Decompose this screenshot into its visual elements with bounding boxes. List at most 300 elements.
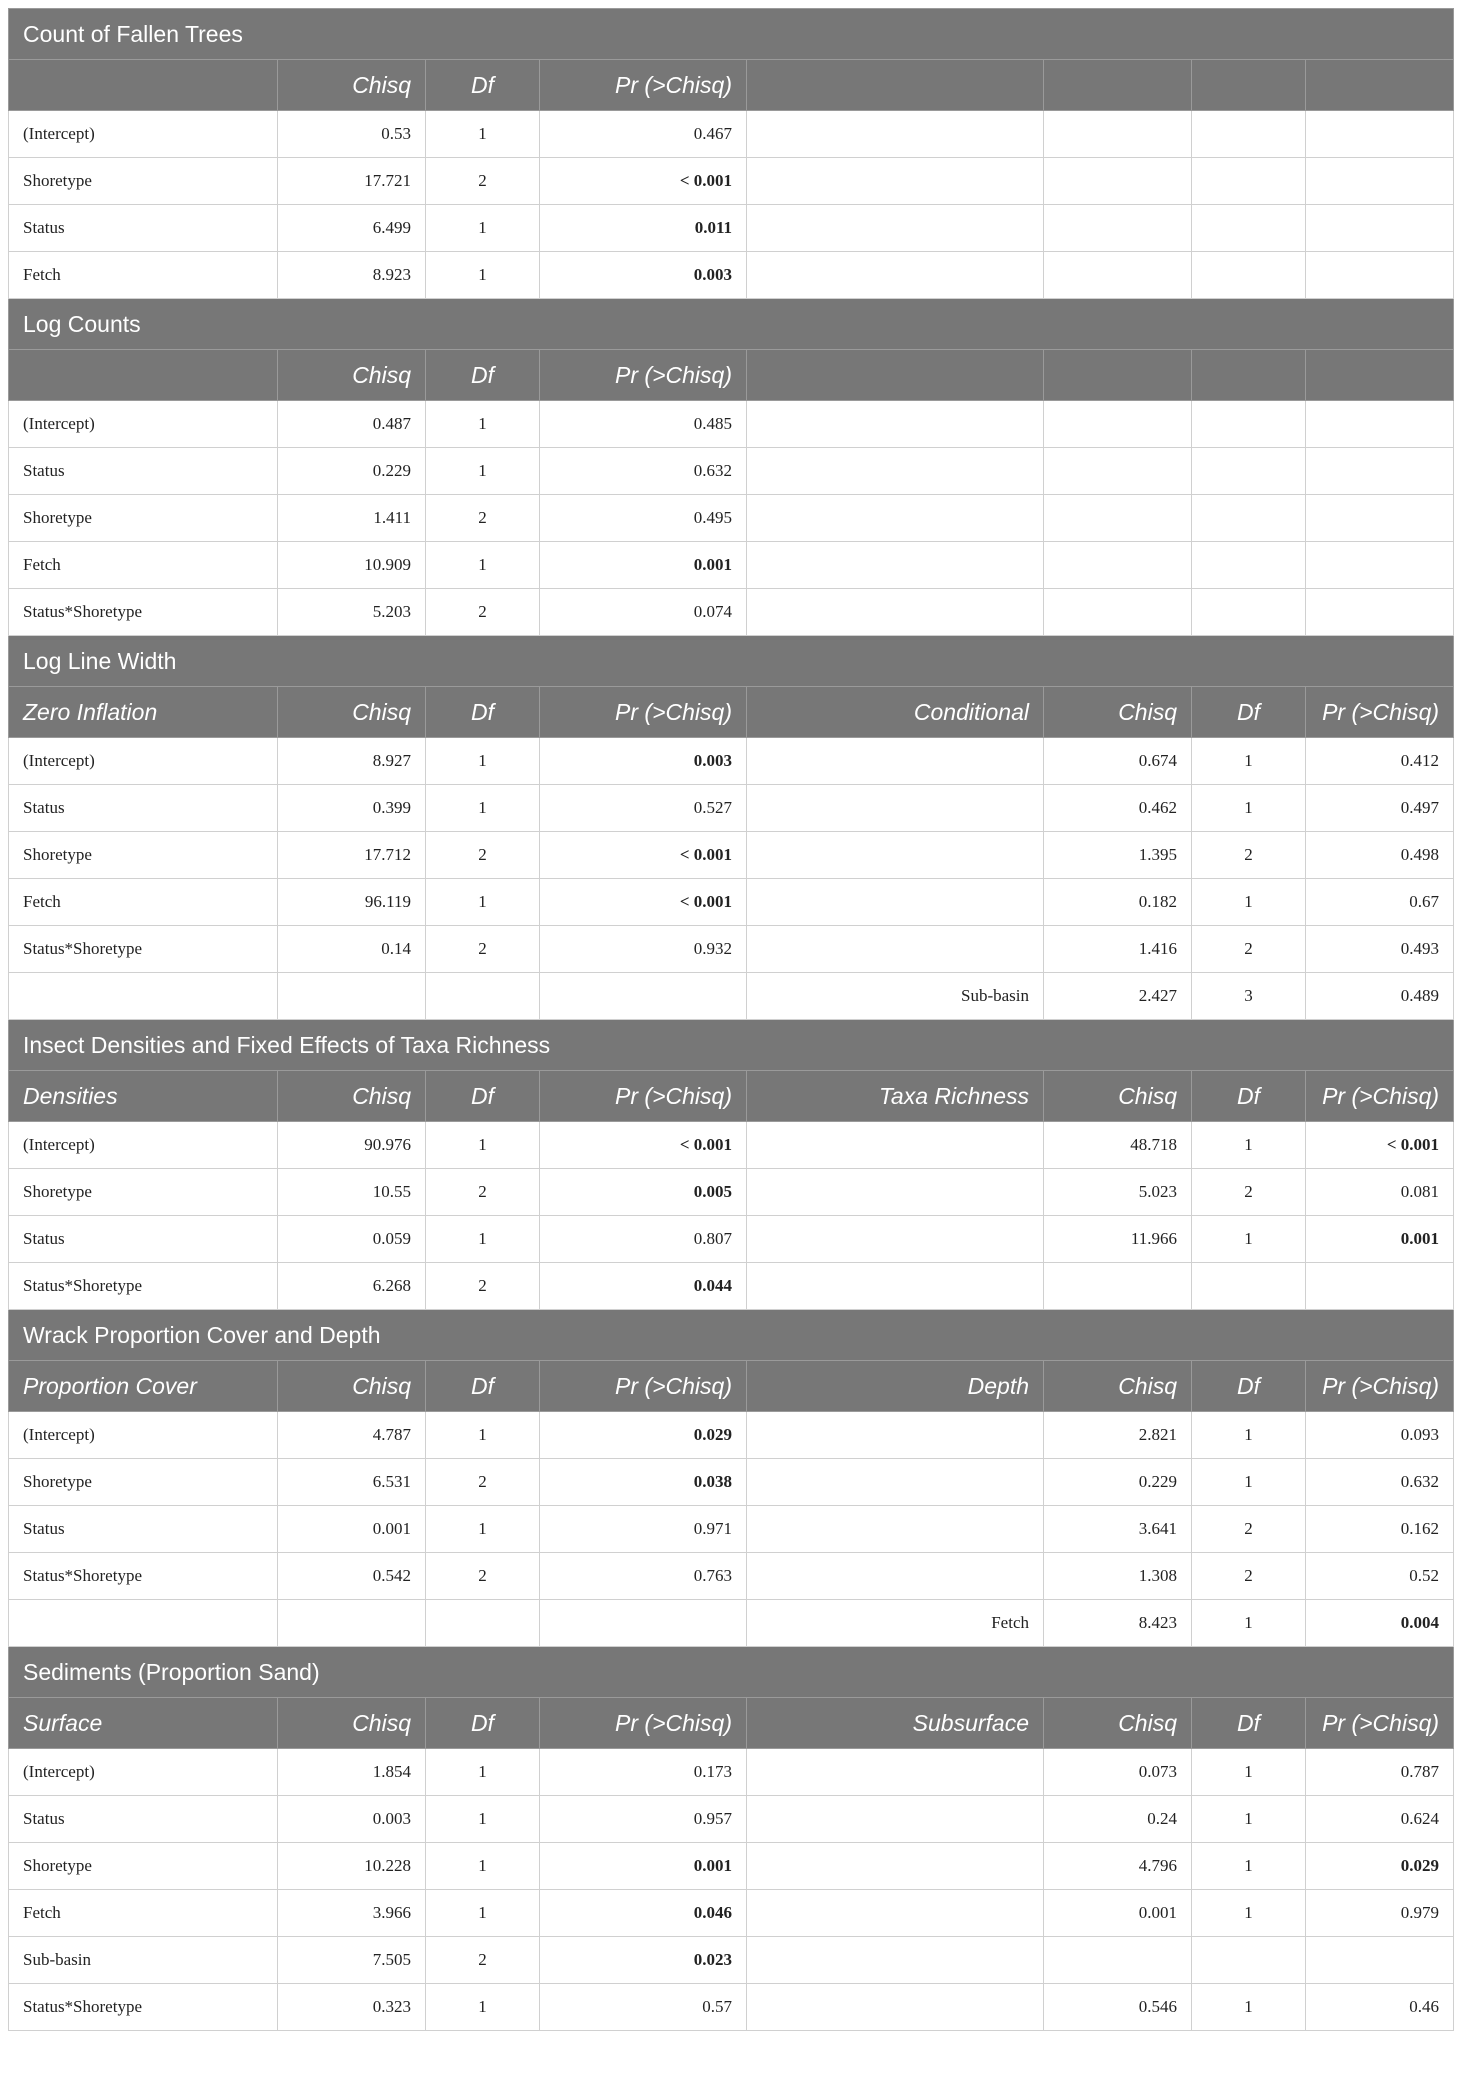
table-cell: 0.14 (278, 926, 426, 973)
column-header: Df (426, 1698, 540, 1749)
table-cell: 0.038 (540, 1459, 747, 1506)
table-cell: Status (9, 785, 278, 832)
table-cell (1044, 111, 1192, 158)
column-header: Pr (>Chisq) (1306, 1361, 1454, 1412)
table-cell: 2 (1192, 926, 1306, 973)
table-row (9, 1506, 1454, 1553)
table-cell: 5.203 (278, 589, 426, 636)
table-cell: 1 (426, 205, 540, 252)
table-cell: 0.229 (1044, 1459, 1192, 1506)
table-cell: < 0.001 (540, 879, 747, 926)
table-cell: Status*Shoretype (9, 1553, 278, 1600)
table-cell: Shoretype (9, 1169, 278, 1216)
table-cell (1192, 111, 1306, 158)
table-cell: 6.499 (278, 205, 426, 252)
column-header: Df (426, 1361, 540, 1412)
table-row (9, 1263, 1454, 1310)
table-cell: (Intercept) (9, 1122, 278, 1169)
table-cell: 1 (426, 1122, 540, 1169)
column-header: Pr (>Chisq) (1306, 1698, 1454, 1749)
table-row (9, 1843, 1454, 1890)
table-cell: 4.796 (1044, 1843, 1192, 1890)
table-cell: 2.427 (1044, 973, 1192, 1020)
table-cell: Sub-basin (747, 973, 1044, 1020)
table-row (9, 542, 1454, 589)
table-cell: 0.093 (1306, 1412, 1454, 1459)
table-cell: 0.462 (1044, 785, 1192, 832)
table-cell: 8.923 (278, 252, 426, 299)
table-cell: 1 (1192, 1459, 1306, 1506)
table-cell: 1.395 (1044, 832, 1192, 879)
column-header: Chisq (1044, 687, 1192, 738)
table-cell: 0.323 (278, 1984, 426, 2031)
table-cell: 1 (1192, 1796, 1306, 1843)
column-header: Pr (>Chisq) (540, 1071, 747, 1122)
table-cell: 1 (426, 1412, 540, 1459)
column-header (1192, 350, 1306, 401)
column-header (747, 60, 1044, 111)
column-header: Df (426, 687, 540, 738)
table-cell (1192, 1937, 1306, 1984)
table-cell: (Intercept) (9, 738, 278, 785)
table-row (9, 832, 1454, 879)
table-cell (426, 1600, 540, 1647)
table-cell: Shoretype (9, 832, 278, 879)
table-cell (1192, 158, 1306, 205)
table-cell: 1 (426, 1843, 540, 1890)
table-cell: 6.531 (278, 1459, 426, 1506)
table-cell: Fetch (9, 879, 278, 926)
table-cell: 0.023 (540, 1937, 747, 1984)
table-cell: 0.399 (278, 785, 426, 832)
table-row (9, 973, 1454, 1020)
table-cell (426, 973, 540, 1020)
table-cell: 0.162 (1306, 1506, 1454, 1553)
table-cell (1306, 111, 1454, 158)
table-row (9, 111, 1454, 158)
table-cell: 2 (426, 158, 540, 205)
table-cell: (Intercept) (9, 401, 278, 448)
table-cell: 0.546 (1044, 1984, 1192, 2031)
column-header-row (9, 1071, 1454, 1122)
column-header: Densities (9, 1071, 278, 1122)
table-cell: 1 (426, 401, 540, 448)
table-cell: 1 (1192, 1412, 1306, 1459)
table-row (9, 926, 1454, 973)
table-row (9, 1890, 1454, 1937)
table-cell: 0.003 (540, 252, 747, 299)
table-cell: 0.971 (540, 1506, 747, 1553)
table-cell (1192, 205, 1306, 252)
table-cell: Status (9, 1216, 278, 1263)
column-header: Pr (>Chisq) (540, 1698, 747, 1749)
table-cell: 2 (426, 1263, 540, 1310)
column-header-row (9, 350, 1454, 401)
table-cell: 0.001 (1044, 1890, 1192, 1937)
table-cell: 2 (426, 1169, 540, 1216)
table-cell: 0.173 (540, 1749, 747, 1796)
table-cell: Shoretype (9, 1459, 278, 1506)
table-cell: 1 (1192, 1984, 1306, 2031)
table-cell: 1 (426, 1216, 540, 1263)
table-cell: (Intercept) (9, 1749, 278, 1796)
table-cell: 1 (1192, 879, 1306, 926)
table-cell: 0.412 (1306, 738, 1454, 785)
table-cell: < 0.001 (1306, 1122, 1454, 1169)
column-header-row (9, 60, 1454, 111)
column-header: Pr (>Chisq) (540, 1361, 747, 1412)
table-cell: 2 (1192, 1553, 1306, 1600)
column-header: Conditional (747, 687, 1044, 738)
column-header: Df (1192, 687, 1306, 738)
table-cell (1044, 205, 1192, 252)
table-cell (747, 1749, 1044, 1796)
column-header: Pr (>Chisq) (1306, 1071, 1454, 1122)
table-cell (747, 111, 1044, 158)
table-cell: 0.229 (278, 448, 426, 495)
table-cell: 0.632 (1306, 1459, 1454, 1506)
table-cell (1306, 495, 1454, 542)
section-title-row (9, 1310, 1454, 1361)
table-cell: Fetch (9, 252, 278, 299)
table-cell (747, 926, 1044, 973)
table-cell: Shoretype (9, 158, 278, 205)
column-header: Df (1192, 1071, 1306, 1122)
table-cell: 1 (1192, 738, 1306, 785)
column-header: Chisq (278, 1698, 426, 1749)
column-header: Proportion Cover (9, 1361, 278, 1412)
table-cell (1306, 589, 1454, 636)
column-header: Chisq (278, 1071, 426, 1122)
table-cell (9, 973, 278, 1020)
table-row (9, 738, 1454, 785)
section-title-row (9, 299, 1454, 350)
column-header: Df (1192, 1361, 1306, 1412)
table-cell: 1.411 (278, 495, 426, 542)
table-cell: 1 (426, 111, 540, 158)
column-header: Chisq (1044, 1071, 1192, 1122)
table-cell: 0.632 (540, 448, 747, 495)
column-header: Chisq (1044, 1361, 1192, 1412)
table-cell: 0.003 (540, 738, 747, 785)
table-cell: 0.489 (1306, 973, 1454, 1020)
table-row (9, 205, 1454, 252)
table-row (9, 1796, 1454, 1843)
table-cell (747, 542, 1044, 589)
table-cell: 0.957 (540, 1796, 747, 1843)
table-cell: 2 (426, 1459, 540, 1506)
column-header: Pr (>Chisq) (1306, 687, 1454, 738)
table-row (9, 1749, 1454, 1796)
column-header (1306, 350, 1454, 401)
table-cell (747, 401, 1044, 448)
table-cell (540, 973, 747, 1020)
results-table-container (8, 8, 1453, 2031)
table-cell: 2 (426, 1937, 540, 1984)
table-cell (9, 1600, 278, 1647)
table-cell (1044, 448, 1192, 495)
table-cell: 1 (426, 1890, 540, 1937)
table-cell (747, 252, 1044, 299)
table-cell: Fetch (9, 1890, 278, 1937)
table-cell: 8.927 (278, 738, 426, 785)
table-cell: 0.932 (540, 926, 747, 973)
table-cell: 0.074 (540, 589, 747, 636)
table-cell: 1 (1192, 1843, 1306, 1890)
table-cell (747, 1843, 1044, 1890)
column-header: Zero Inflation (9, 687, 278, 738)
table-row (9, 252, 1454, 299)
table-cell (1306, 1263, 1454, 1310)
table-cell: 1.854 (278, 1749, 426, 1796)
table-cell (747, 589, 1044, 636)
table-cell: 0.498 (1306, 832, 1454, 879)
table-cell: 0.005 (540, 1169, 747, 1216)
table-cell (747, 1459, 1044, 1506)
column-header (9, 350, 278, 401)
table-cell: 0.46 (1306, 1984, 1454, 2031)
table-cell: 0.624 (1306, 1796, 1454, 1843)
column-header (1044, 60, 1192, 111)
column-header: Surface (9, 1698, 278, 1749)
table-cell: (Intercept) (9, 1412, 278, 1459)
table-cell: Shoretype (9, 495, 278, 542)
table-cell (747, 738, 1044, 785)
table-cell: 1 (426, 879, 540, 926)
table-cell (1044, 495, 1192, 542)
table-cell: Fetch (9, 542, 278, 589)
table-cell (1044, 1937, 1192, 1984)
column-header: Df (426, 350, 540, 401)
table-body (9, 9, 1454, 2031)
table-cell: 0.979 (1306, 1890, 1454, 1937)
column-header: Taxa Richness (747, 1071, 1044, 1122)
table-cell: 48.718 (1044, 1122, 1192, 1169)
table-cell: 1 (426, 1506, 540, 1553)
column-header: Pr (>Chisq) (540, 687, 747, 738)
table-cell: Status*Shoretype (9, 1984, 278, 2031)
table-cell: 10.228 (278, 1843, 426, 1890)
section-title-row (9, 1647, 1454, 1698)
table-cell: 1 (1192, 1749, 1306, 1796)
table-cell: 8.423 (1044, 1600, 1192, 1647)
table-cell (747, 205, 1044, 252)
table-cell: 0.52 (1306, 1553, 1454, 1600)
section-title-row (9, 1020, 1454, 1071)
table-cell: Shoretype (9, 1843, 278, 1890)
section-title-row (9, 636, 1454, 687)
table-cell (1044, 401, 1192, 448)
table-cell: 0.53 (278, 111, 426, 158)
table-row (9, 589, 1454, 636)
table-row (9, 401, 1454, 448)
table-cell: 10.55 (278, 1169, 426, 1216)
table-cell: 3.641 (1044, 1506, 1192, 1553)
table-cell: 1 (426, 252, 540, 299)
table-cell: 2 (1192, 1169, 1306, 1216)
table-cell: 96.119 (278, 879, 426, 926)
table-cell: 0.001 (1306, 1216, 1454, 1263)
table-cell: 2 (426, 832, 540, 879)
table-cell: 0.029 (540, 1412, 747, 1459)
table-cell (1044, 1263, 1192, 1310)
table-cell: 1 (426, 738, 540, 785)
table-cell: 0.24 (1044, 1796, 1192, 1843)
column-header-row (9, 1361, 1454, 1412)
table-cell: Status (9, 205, 278, 252)
table-cell: 1 (1192, 785, 1306, 832)
table-cell: < 0.001 (540, 832, 747, 879)
section-title: Sediments (Proportion Sand) (9, 1647, 1454, 1698)
table-cell (1044, 158, 1192, 205)
table-cell (1192, 589, 1306, 636)
table-cell (1192, 401, 1306, 448)
column-header-row (9, 1698, 1454, 1749)
section-title-row (9, 9, 1454, 60)
table-cell (747, 1412, 1044, 1459)
column-header: Chisq (278, 1361, 426, 1412)
column-header: Subsurface (747, 1698, 1044, 1749)
column-header (1306, 60, 1454, 111)
column-header: Chisq (1044, 1698, 1192, 1749)
table-cell: 0.182 (1044, 879, 1192, 926)
table-cell: 1 (1192, 1122, 1306, 1169)
table-cell (747, 1553, 1044, 1600)
table-cell (1044, 589, 1192, 636)
table-cell: Status (9, 1796, 278, 1843)
table-row (9, 785, 1454, 832)
table-cell: 0.003 (278, 1796, 426, 1843)
table-row (9, 1984, 1454, 2031)
table-cell: 1 (1192, 1600, 1306, 1647)
table-cell: 1 (426, 1749, 540, 1796)
table-row (9, 495, 1454, 542)
table-row (9, 158, 1454, 205)
table-cell (747, 1216, 1044, 1263)
table-cell (278, 1600, 426, 1647)
table-cell: 7.505 (278, 1937, 426, 1984)
table-cell: 0.787 (1306, 1749, 1454, 1796)
table-cell: (Intercept) (9, 111, 278, 158)
table-cell: 0.495 (540, 495, 747, 542)
table-cell (1192, 542, 1306, 589)
table-cell (747, 1169, 1044, 1216)
table-cell: 0.807 (540, 1216, 747, 1263)
table-cell: 2 (426, 495, 540, 542)
column-header: Df (426, 60, 540, 111)
table-cell: 1 (1192, 1890, 1306, 1937)
table-cell: 0.001 (278, 1506, 426, 1553)
table-cell (540, 1600, 747, 1647)
table-cell: 0.487 (278, 401, 426, 448)
table-cell: 0.029 (1306, 1843, 1454, 1890)
table-cell: 0.485 (540, 401, 747, 448)
table-cell: 0.674 (1044, 738, 1192, 785)
table-row (9, 1412, 1454, 1459)
table-cell: Status*Shoretype (9, 589, 278, 636)
table-row (9, 448, 1454, 495)
table-cell (1044, 542, 1192, 589)
table-cell (1306, 448, 1454, 495)
column-header (747, 350, 1044, 401)
table-row (9, 879, 1454, 926)
table-cell (747, 1122, 1044, 1169)
table-cell: 1.416 (1044, 926, 1192, 973)
table-cell (747, 158, 1044, 205)
table-cell: Status (9, 1506, 278, 1553)
column-header (1044, 350, 1192, 401)
table-cell: 90.976 (278, 1122, 426, 1169)
table-cell: 1 (426, 448, 540, 495)
table-cell: 1.308 (1044, 1553, 1192, 1600)
table-cell (747, 1263, 1044, 1310)
table-cell (747, 879, 1044, 926)
table-cell: 1 (1192, 1216, 1306, 1263)
table-cell: 0.081 (1306, 1169, 1454, 1216)
table-row (9, 1937, 1454, 1984)
table-cell: 0.493 (1306, 926, 1454, 973)
table-row (9, 1459, 1454, 1506)
table-cell: 10.909 (278, 542, 426, 589)
table-row (9, 1169, 1454, 1216)
table-cell: 0.542 (278, 1553, 426, 1600)
table-cell: 0.059 (278, 1216, 426, 1263)
table-cell: Sub-basin (9, 1937, 278, 1984)
table-cell (747, 1796, 1044, 1843)
table-cell (1306, 401, 1454, 448)
table-cell (1306, 252, 1454, 299)
table-cell: 0.011 (540, 205, 747, 252)
table-cell: Status*Shoretype (9, 926, 278, 973)
table-cell: 3 (1192, 973, 1306, 1020)
column-header: Chisq (278, 60, 426, 111)
table-cell (1306, 1937, 1454, 1984)
table-cell (747, 495, 1044, 542)
table-cell (1044, 252, 1192, 299)
table-cell: 17.721 (278, 158, 426, 205)
table-cell (1192, 495, 1306, 542)
table-cell: 0.046 (540, 1890, 747, 1937)
section-title: Count of Fallen Trees (9, 9, 1454, 60)
table-cell: 2 (426, 589, 540, 636)
table-cell: 0.527 (540, 785, 747, 832)
table-cell: 0.763 (540, 1553, 747, 1600)
table-cell: 0.467 (540, 111, 747, 158)
table-cell: 5.023 (1044, 1169, 1192, 1216)
table-cell (1306, 542, 1454, 589)
table-cell (1306, 205, 1454, 252)
column-header: Chisq (278, 350, 426, 401)
table-cell: 2 (1192, 1506, 1306, 1553)
table-cell (1192, 1263, 1306, 1310)
table-row (9, 1122, 1454, 1169)
table-cell: 1 (426, 1984, 540, 2031)
section-title: Log Line Width (9, 636, 1454, 687)
table-cell: 0.044 (540, 1263, 747, 1310)
table-cell (747, 1984, 1044, 2031)
table-cell: 6.268 (278, 1263, 426, 1310)
table-cell (278, 973, 426, 1020)
column-header: Df (1192, 1698, 1306, 1749)
table-cell: 0.001 (540, 542, 747, 589)
table-row (9, 1553, 1454, 1600)
table-cell: 2 (1192, 832, 1306, 879)
table-cell: 0.073 (1044, 1749, 1192, 1796)
column-header: Depth (747, 1361, 1044, 1412)
table-cell: 2 (426, 1553, 540, 1600)
column-header: Pr (>Chisq) (540, 350, 747, 401)
table-cell: 3.966 (278, 1890, 426, 1937)
